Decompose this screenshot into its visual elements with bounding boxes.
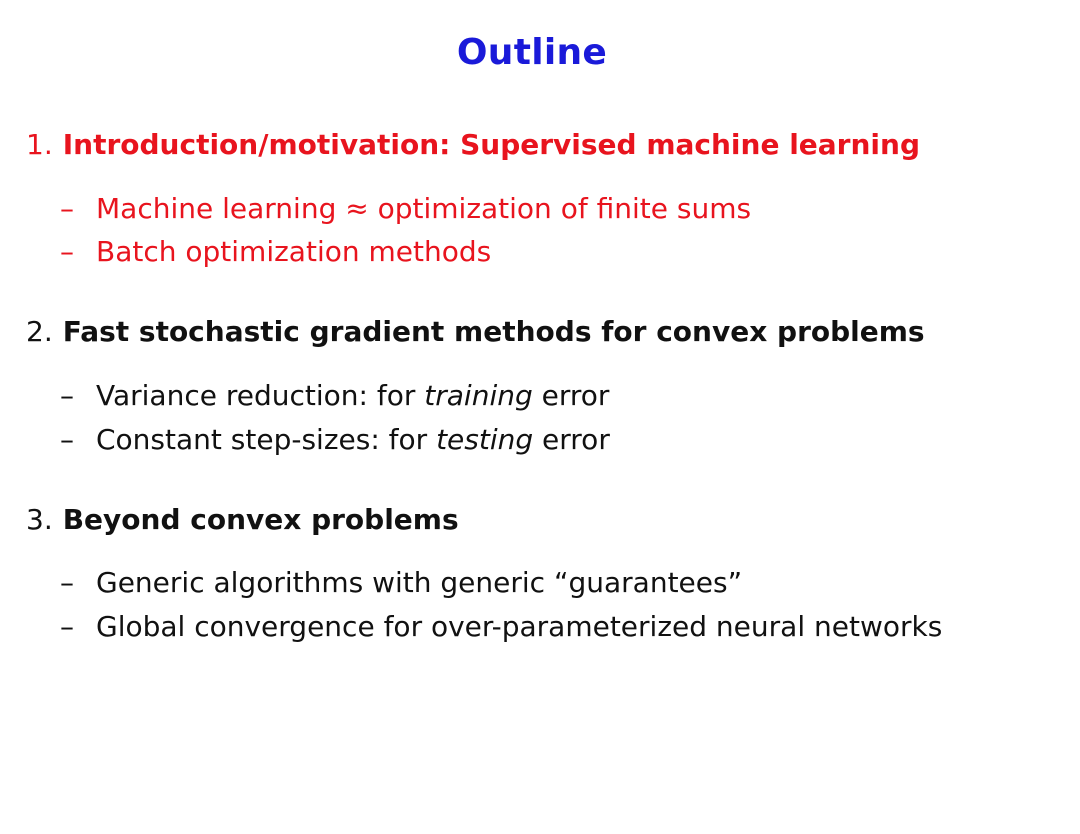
section-title-1: Introduction/motivation: Supervised machine learning [62, 128, 920, 161]
section-heading-1 [26, 128, 920, 161]
dash-bullet: – [60, 566, 74, 599]
section-title-2: Fast stochastic gradient methods for convex problems [62, 315, 925, 348]
item-emphasis: testing [436, 423, 534, 456]
section-title-3: Beyond convex problems [62, 503, 459, 536]
item-text-before: Variance reduction: for [96, 379, 425, 412]
dash-bullet: – [60, 379, 74, 412]
list-item [60, 566, 742, 599]
section-number-1: 1. [26, 128, 53, 161]
list-item [60, 235, 491, 268]
dash-bullet: – [60, 423, 74, 456]
list-item [60, 423, 610, 456]
slide-title: Outline [456, 32, 608, 73]
item-text: Machine learning ≈ optimization of finite sums [96, 192, 752, 225]
section-number-3: 3. [26, 503, 53, 536]
dash-bullet: – [60, 610, 74, 643]
list-item [60, 610, 942, 643]
item-emphasis: training [424, 379, 533, 412]
item-text-before: Constant step-sizes: for [96, 423, 437, 456]
item-text-after: error [532, 379, 610, 412]
list-item [60, 192, 751, 225]
section-heading-2 [26, 315, 925, 348]
dash-bullet: – [60, 235, 74, 268]
list-item [60, 379, 609, 412]
section-number-2: 2. [26, 315, 53, 348]
item-text: Generic algorithms with generic “guarantees” [96, 566, 743, 599]
dash-bullet: – [60, 192, 74, 225]
item-text: Batch optimization methods [96, 235, 492, 268]
section-heading-3 [26, 503, 459, 536]
item-text-after: error [533, 423, 610, 456]
item-text: Global convergence for over-parameterized neural networks [96, 610, 943, 643]
